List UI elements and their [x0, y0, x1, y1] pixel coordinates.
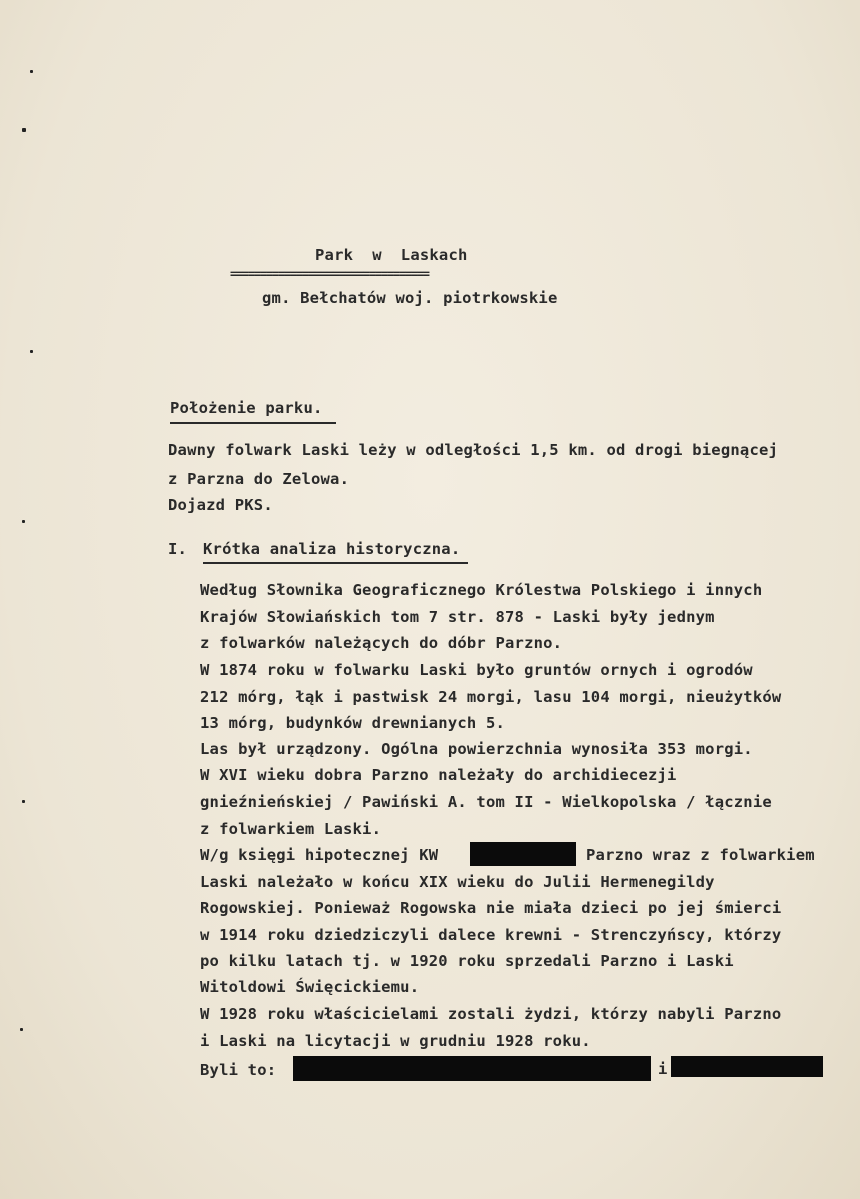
body-line: W XVI wieku dobra Parzno należały do archidiecezji [200, 766, 677, 784]
margin-speck [22, 520, 25, 523]
body-line-names-conj: i [658, 1060, 668, 1078]
heading-underline [203, 562, 468, 564]
margin-speck [22, 128, 26, 132]
body-line: 13 mórg, budynków drewnianych 5. [200, 714, 506, 732]
margin-speck [22, 800, 25, 803]
body-line: W 1928 roku właścicielami zostali żydzi, którzy nabyli Parzno [200, 1005, 782, 1023]
body-line: Laski należało w końcu XIX wieku do Julii Hermenegildy [200, 873, 715, 891]
margin-speck [30, 70, 33, 73]
body-line: z Parzna do Zelowa. [168, 470, 350, 488]
margin-speck [30, 350, 33, 353]
body-line: Dojazd PKS. [168, 496, 273, 514]
body-line-names-prefix: Byli to: [200, 1061, 277, 1079]
body-line: Witoldowi Święcickiemu. [200, 978, 420, 996]
body-line: gnieźnieńskiej / Pawiński A. tom II - Wielkopolska / łącznie [200, 793, 772, 811]
body-line: Rogowskiej. Ponieważ Rogowska nie miała dzieci po jej śmierci [200, 899, 782, 917]
body-line: w 1914 roku dziedziczyli dalece krewni - Strenczyńscy, którzy [200, 926, 782, 944]
redaction-bar-name-1 [293, 1056, 651, 1081]
section-number: I. [168, 540, 188, 558]
document-subtitle: gm. Bełchatów woj. piotrkowskie [262, 289, 558, 307]
title-rule: ================================= [230, 267, 429, 281]
body-line: W 1874 roku w folwarku Laski było gruntów ornych i ogrodów [200, 661, 753, 679]
body-line: Krajów Słowiańskich tom 7 str. 878 - Laski były jednym [200, 608, 715, 626]
redaction-bar-name-2 [671, 1056, 823, 1077]
body-line: po kilku latach tj. w 1920 roku sprzedali Parzno i Laski [200, 952, 734, 970]
section-heading-history: Krótka analiza historyczna. [203, 540, 461, 558]
redaction-bar-kw-number [470, 842, 576, 866]
document-title: Park w Laskach [315, 246, 468, 264]
body-line: Według Słownika Geograficznego Królestwa Polskiego i innych [200, 581, 763, 599]
section-heading-location: Położenie parku. [170, 399, 323, 417]
body-line: i Laski na licytacji w grudniu 1928 roku. [200, 1032, 591, 1050]
body-line-kw-prefix: W/g księgi hipotecznej KW [200, 846, 439, 864]
body-line: Dawny folwark Laski leży w odległości 1,5 km. od drogi biegnącej [168, 441, 779, 459]
heading-underline [170, 422, 336, 424]
body-line: z folwarków należących do dóbr Parzno. [200, 634, 563, 652]
body-line: Las był urządzony. Ogólna powierzchnia wynosiła 353 morgi. [200, 740, 753, 758]
body-line: z folwarkiem Laski. [200, 820, 382, 838]
body-line: 212 mórg, łąk i pastwisk 24 morgi, lasu 104 morgi, nieużytków [200, 688, 782, 706]
margin-speck [20, 1028, 23, 1031]
body-line-kw-suffix: Parzno wraz z folwarkiem [586, 846, 815, 864]
